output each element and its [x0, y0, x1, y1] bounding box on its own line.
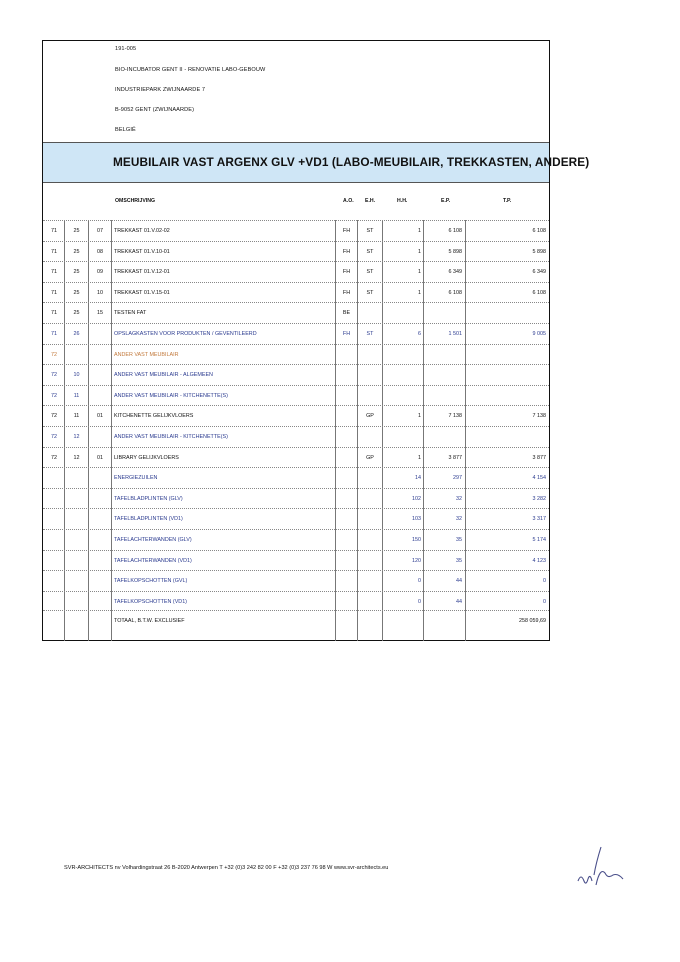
row-description: TAFELBLADPLINTEN (VD1)	[114, 516, 183, 523]
col-divider	[64, 220, 65, 641]
row-code-1: 71	[51, 228, 57, 234]
row-code-2: 25	[73, 269, 80, 276]
row-hh: 0	[418, 598, 421, 605]
row-code-1: 71	[51, 269, 57, 276]
row-tp: 4 123	[532, 557, 546, 564]
row-hh: 150	[412, 537, 421, 543]
col-divider	[111, 220, 112, 641]
row-description: TAFELACHTERWANDEN (VD1)	[114, 557, 192, 564]
row-description: KITCHENETTE GELIJKVLOERS	[114, 413, 194, 420]
row-divider	[43, 570, 549, 571]
row-description: TREKKAST 01.V.12-01	[114, 269, 170, 276]
project-name: BIO-INCUBATOR GENT II - RENOVATIE LABO-GEBOUW	[115, 67, 266, 73]
row-code-3: 01	[97, 454, 103, 461]
row-code-2: 12	[73, 434, 80, 440]
row-divider	[43, 529, 549, 530]
row-ep: 7 138	[448, 413, 462, 420]
row-code-2: 11	[73, 392, 80, 399]
row-hh: 103	[412, 516, 421, 523]
row-code-2: 10	[73, 372, 80, 379]
row-ep: 3 877	[448, 454, 462, 461]
row-divider	[43, 550, 549, 551]
row-divider	[43, 426, 549, 427]
address-line2: B-9052 GENT (ZWIJNAARDE)	[115, 107, 195, 113]
row-description: TESTEN FAT	[114, 310, 147, 317]
row-tp: 6 349	[532, 269, 546, 276]
row-eh: ST	[366, 331, 374, 337]
row-divider	[43, 323, 549, 324]
row-tp: 7 138	[532, 413, 546, 420]
row-ao: FH	[342, 248, 351, 255]
row-description: TREKKAST 01.V.02-02	[114, 228, 170, 234]
row-hh: 0	[418, 578, 421, 585]
col-description-header: OMSCHRIJVING	[115, 198, 156, 204]
row-ep: 297	[453, 475, 462, 482]
row-tp: 3 877	[532, 454, 546, 461]
row-divider	[43, 405, 549, 406]
row-description: ANDER VAST MEUBILAIR - KITCHENETTE(S)	[114, 392, 228, 399]
row-hh: 1	[418, 454, 421, 461]
row-divider	[43, 241, 549, 242]
row-ep: 5 898	[448, 248, 462, 255]
row-ep: 6 108	[448, 228, 462, 234]
row-code-2: 25	[73, 310, 80, 317]
row-description: TAFELACHTERWANDEN (GLV)	[114, 537, 192, 543]
row-divider	[43, 364, 549, 365]
row-eh: ST	[366, 269, 374, 276]
row-tp: 3 282	[532, 495, 546, 502]
row-code-1: 71	[51, 289, 57, 296]
row-eh: GP	[366, 454, 374, 461]
row-eh: ST	[366, 248, 374, 255]
row-ep: 44	[456, 578, 462, 585]
row-tp: 3 317	[532, 516, 546, 523]
row-tp: 0	[543, 578, 546, 585]
country: BELGIË	[115, 127, 136, 133]
col-hh-header: H.H.	[397, 198, 408, 204]
row-code-1: 72	[51, 351, 57, 358]
title-band	[43, 142, 590, 183]
handwritten-signature-icon	[576, 845, 636, 895]
row-divider	[43, 467, 549, 468]
row-ep: 35	[456, 557, 462, 564]
row-ep: 44	[456, 598, 462, 605]
row-code-1: 71	[51, 248, 57, 255]
row-divider	[43, 610, 549, 611]
row-divider	[43, 591, 549, 592]
total-label: TOTAAL, B.T.W. EXCLUSIEF	[114, 618, 185, 624]
row-divider	[43, 508, 549, 509]
row-tp: 0	[543, 598, 546, 605]
row-code-3: 08	[97, 248, 103, 255]
row-ao: FH	[342, 269, 351, 276]
row-ep: 6 108	[448, 289, 462, 296]
row-ao: FH	[342, 228, 351, 234]
row-code-2: 25	[73, 248, 80, 255]
page-title: MEUBILAIR VAST ARGENX GLV +VD1 (LABO-MEUBILAIR, TREKKASTEN, ANDERE)	[113, 155, 590, 169]
row-code-1: 72	[51, 372, 57, 379]
row-ep: 6 349	[448, 269, 462, 276]
row-tp: 6 108	[532, 289, 546, 296]
row-hh: 6	[418, 331, 421, 337]
row-code-3: 07	[97, 228, 103, 234]
row-divider	[43, 385, 549, 386]
row-eh: GP	[366, 413, 374, 420]
address-line1: INDUSTRIEPARK ZWIJNAARDE 7	[115, 87, 206, 93]
row-divider	[43, 261, 549, 262]
col-divider	[335, 220, 336, 641]
row-code-3: 15	[97, 310, 103, 317]
row-hh: 1	[418, 289, 421, 296]
row-divider	[43, 344, 549, 345]
row-tp: 9 005	[532, 331, 546, 337]
row-code-2: 11	[73, 413, 80, 420]
row-description: ANDER VAST MEUBILAIR - ALGEMEEN	[114, 372, 213, 379]
row-code-2: 25	[73, 228, 80, 234]
row-hh: 102	[412, 495, 421, 502]
row-ao: BE	[342, 310, 351, 317]
col-ep-header: E.P.	[441, 198, 451, 204]
row-ep: 32	[456, 516, 462, 523]
row-tp: 5 174	[532, 537, 546, 543]
row-description: LIBRARY GELIJKVLOERS	[114, 454, 179, 461]
row-code-2: 25	[73, 289, 80, 296]
total-value: 258 059,69	[519, 618, 546, 624]
row-description: ANDER VAST MEUBILAIR - KITCHENETTE(S)	[114, 434, 228, 440]
row-description: TAFELKOPSCHOTTEN (VD1)	[114, 598, 187, 605]
row-tp: 5 898	[532, 248, 546, 255]
row-eh: ST	[366, 289, 374, 296]
row-description: TAFELBLADPLINTEN (GLV)	[114, 495, 183, 502]
row-ep: 1 501	[448, 331, 462, 337]
row-hh: 120	[412, 557, 421, 564]
row-description: ENERGIEZUILEN	[114, 475, 158, 482]
row-divider	[43, 220, 549, 221]
row-divider	[43, 282, 549, 283]
row-code-3: 09	[97, 269, 103, 276]
row-eh: ST	[366, 228, 374, 234]
row-code-1: 72	[51, 392, 57, 399]
row-code-2: 26	[73, 331, 80, 337]
row-hh: 14	[415, 475, 421, 482]
col-tp-header: T.P.	[503, 198, 512, 204]
col-eh-header: E.H.	[365, 198, 376, 204]
row-ao: FH	[342, 289, 351, 296]
row-code-3: 01	[97, 413, 103, 420]
row-description: ANDER VAST MEUBILAIR	[114, 351, 179, 358]
row-ep: 32	[456, 495, 462, 502]
row-description: TAFELKOPSCHOTTEN (GVL)	[114, 578, 188, 585]
footer-contact: SVR-ARCHITECTS nv Volhardingstraat 26 B-2020 Antwerpen T +32 (0)3 242 82 00 F +32 (0)3 237 76 98 W www.svr-architects.eu	[64, 865, 389, 871]
col-divider	[357, 220, 358, 641]
row-code-3: 10	[97, 289, 103, 296]
row-code-1: 71	[51, 310, 57, 317]
row-tp: 4 154	[532, 475, 546, 482]
row-divider	[43, 447, 549, 448]
row-ep: 35	[456, 537, 462, 543]
row-divider	[43, 488, 549, 489]
row-code-1: 72	[51, 454, 57, 461]
col-divider	[88, 220, 89, 641]
col-ao-header: A.O.	[343, 198, 354, 204]
row-description: OPSLAGKASTEN VOOR PRODUKTEN / GEVENTILEERD	[114, 331, 257, 337]
row-hh: 1	[418, 228, 421, 234]
row-code-1: 72	[51, 413, 57, 420]
project-number: 191-005	[115, 46, 137, 52]
row-description: TREKKAST 01.V.10-01	[114, 248, 170, 255]
row-hh: 1	[418, 413, 421, 420]
row-description: TREKKAST 01.V.15-01	[114, 289, 170, 296]
row-divider	[43, 302, 549, 303]
row-code-1: 71	[51, 331, 57, 337]
row-code-2: 12	[73, 454, 80, 461]
row-tp: 6 108	[532, 228, 546, 234]
row-code-1: 72	[51, 434, 57, 440]
row-ao: FH	[342, 331, 351, 337]
row-hh: 1	[418, 248, 421, 255]
row-hh: 1	[418, 269, 421, 276]
